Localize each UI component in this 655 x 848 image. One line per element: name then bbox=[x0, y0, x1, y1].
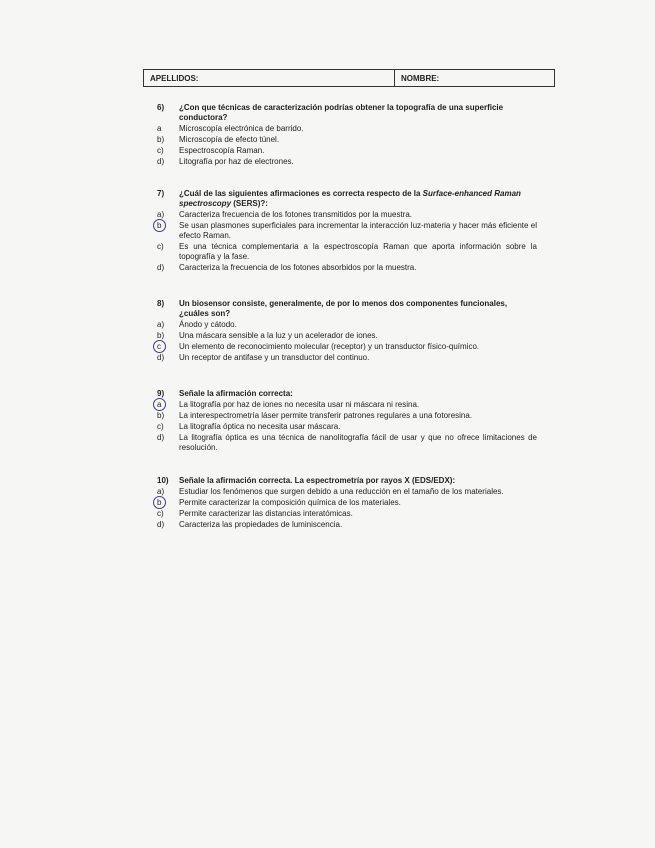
nombre-field[interactable] bbox=[395, 70, 554, 86]
apellidos-field[interactable] bbox=[144, 70, 395, 86]
option-7d[interactable]: d) Caracteriza la frecuencia de los fotones absorbidos por la muestra. bbox=[157, 263, 417, 272]
question-7-title: 7) ¿Cuál de las siguientes afirmaciones es correcta respecto de la Surface-enhanced Raman spectroscopy (SERS)?: bbox=[157, 189, 521, 208]
option-9b[interactable]: b) La interespectrometría láser permite transferir patrones regulares a una fotoresina. bbox=[157, 411, 473, 420]
option-7a[interactable]: a) Caracteriza frecuencia de los fotones transmitidos por la muestra. bbox=[157, 210, 412, 219]
option-9a[interactable]: a La litografía por haz de iones no necesita usar ni máscara ni resina. bbox=[157, 400, 537, 410]
question-7 bbox=[157, 189, 537, 273]
option-10d[interactable]: d) Caracteriza las propiedades de luminiscencia. bbox=[157, 520, 343, 529]
question-8 bbox=[157, 299, 537, 363]
answer-circle-mark bbox=[153, 340, 166, 353]
option-6c[interactable]: c) Espectroscopía Raman. bbox=[157, 146, 265, 155]
question-8-title: 8) Un biosensor consiste, generalmente, de por lo menos dos componentes funcionales, ¿cuáles son? bbox=[157, 299, 508, 318]
nombre-label: NOMBRE: bbox=[401, 73, 440, 83]
answer-circle-mark bbox=[153, 219, 166, 232]
apellidos-label: APELLIDOS: bbox=[150, 73, 199, 83]
question-10 bbox=[157, 476, 537, 530]
option-8a[interactable]: a) Ánodo y cátodo. bbox=[157, 320, 237, 329]
question-9-title: 9) Señale la afirmación correcta: bbox=[157, 389, 293, 398]
answer-circle-mark bbox=[153, 496, 166, 509]
option-10b[interactable]: b Permite caracterizar la composición química de los materiales. bbox=[157, 498, 537, 508]
option-8b[interactable]: b) Una máscara sensible a la luz y un acelerador de iones. bbox=[157, 331, 378, 340]
question-6 bbox=[157, 103, 537, 167]
question-10-title: 10) Señale la afirmación correcta. La espectrometría por rayos X (EDS/EDX): bbox=[157, 476, 456, 485]
option-10a[interactable]: a) Estudiar los fenómenos que surgen debido a una reducción en el tamaño de los materiales. bbox=[157, 487, 504, 496]
option-6d[interactable]: d) Litografía por haz de electrones. bbox=[157, 157, 294, 166]
question-6-title: 6) ¿Con que técnicas de caracterización podrías obtener la topografía de una superficie conductora? bbox=[157, 103, 504, 122]
option-9c[interactable]: c) La litografía óptica no necesita usar máscara. bbox=[157, 422, 341, 431]
option-7c[interactable]: c) Es una técnica complementaria a la espectroscopía Raman que aporta información sobre la topografía y la fase. bbox=[157, 242, 537, 261]
option-6a[interactable]: a Microscopía electrónica de barrido. bbox=[157, 124, 304, 133]
name-header-box bbox=[143, 69, 555, 87]
option-8d[interactable]: d) Un receptor de antifase y un transductor del continuo. bbox=[157, 353, 370, 362]
option-9d[interactable]: d) La litografía óptica es una técnica de nanolitografía fácil de usar y que no ofrece limitaciones de resolución. bbox=[157, 433, 537, 452]
option-8c[interactable]: c Un elemento de reconocimiento molecular (receptor) y un transductor físico-químico. bbox=[157, 342, 537, 352]
answer-circle-mark bbox=[153, 398, 166, 411]
option-7b[interactable]: b Se usan plasmones superficiales para incrementar la interacción luz-materia y hacer más eficiente el efecto Raman. bbox=[157, 221, 537, 241]
option-6b[interactable]: b) Microscopía de efecto túnel. bbox=[157, 135, 280, 144]
option-10c[interactable]: c) Permite caracterizar las distancias interatómicas. bbox=[157, 509, 353, 518]
question-9 bbox=[157, 389, 537, 453]
